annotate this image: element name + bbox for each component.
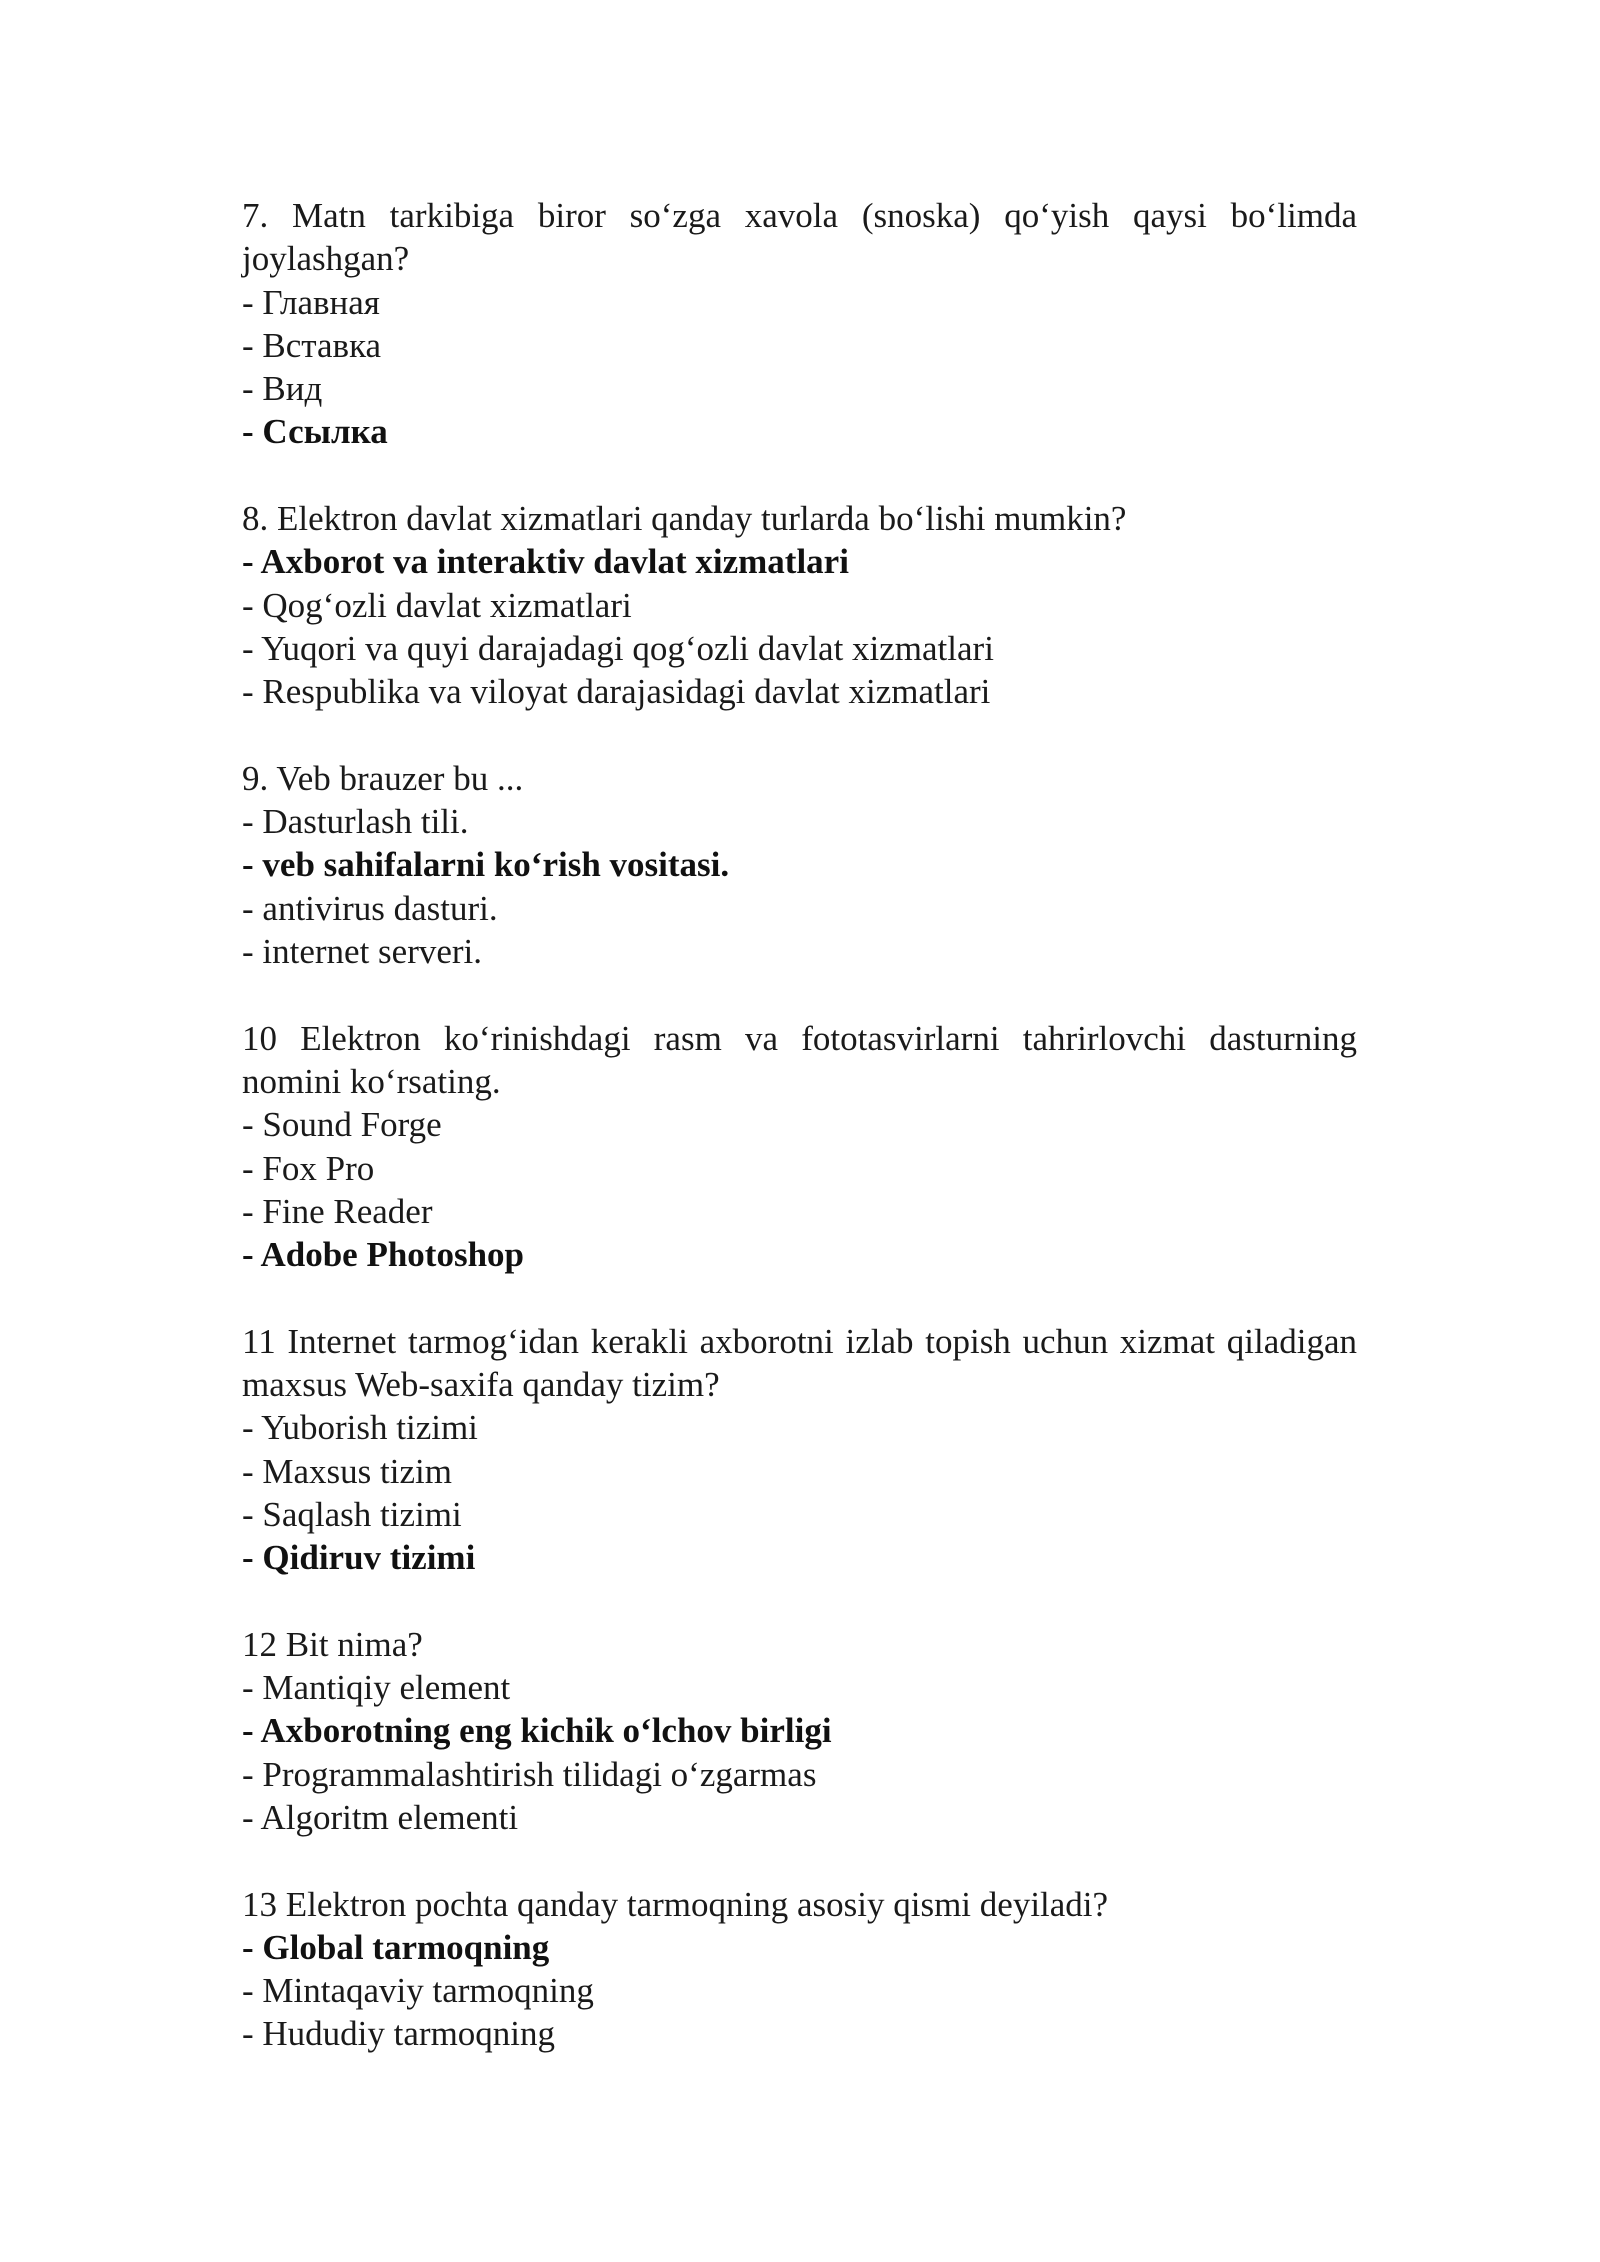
answer-option: - Mantiqiy element: [242, 1668, 511, 1708]
answer-option: - Sound Forge: [242, 1105, 442, 1145]
question-block: [242, 1623, 1357, 1839]
answer-option: - Главная: [242, 282, 380, 322]
answer-option: - Вставка: [242, 325, 382, 365]
question-text: 12 Bit nima?: [242, 1624, 423, 1664]
question-text: 9. Veb brauzer bu ...: [242, 758, 524, 798]
answer-option: - Qog‘ozli davlat xizmatlari: [242, 585, 632, 625]
question-block: [242, 1883, 1357, 2056]
answer-option-correct: - Qidiruv tizimi: [242, 1538, 476, 1578]
question-text: 10 Elektron ko‘rinishdagi rasm va fototasvirlarni tahrirlovchi dasturning nomini ko‘rsating.: [242, 1018, 1357, 1101]
answer-option: - Fine Reader: [242, 1191, 433, 1231]
question-block: [242, 1017, 1357, 1277]
answer-option: - Maxsus tizim: [242, 1451, 452, 1491]
answer-option: - Respublika va viloyat darajasidagi davlat xizmatlari: [242, 672, 991, 712]
answer-option-correct: - Adobe Photoshop: [242, 1235, 525, 1275]
question-text: 13 Elektron pochta qanday tarmoqning asosiy qismi deyiladi?: [242, 1884, 1109, 1924]
answer-option: - Fox Pro: [242, 1148, 375, 1188]
quiz-content: [242, 194, 1357, 2099]
answer-option: - Dasturlash tili.: [242, 802, 469, 842]
question-text: 8. Elektron davlat xizmatlari qanday turlarda bo‘lishi mumkin?: [242, 499, 1127, 539]
answer-option: - internet serveri.: [242, 932, 483, 972]
answer-option-correct: - Axborotning eng kichik o‘lchov birligi: [242, 1711, 832, 1751]
question-block: [242, 497, 1357, 713]
answer-option: - Mintaqaviy tarmoqning: [242, 1971, 594, 2011]
answer-option: - antivirus dasturi.: [242, 888, 498, 928]
question-block: [242, 1320, 1357, 1580]
answer-option: - Вид: [242, 369, 323, 409]
answer-option: - Hududiy tarmoqning: [242, 2014, 556, 2054]
question-text: 11 Internet tarmog‘idan kerakli axborotni izlab topish uchun xizmat qiladigan maxsus Web-saxifa qanday tizim?: [242, 1321, 1357, 1405]
answer-option-correct: - veb sahifalarni ko‘rish vositasi.: [242, 845, 730, 885]
question-text: 7. Matn tarkibiga biror so‘zga xavola (snoska) qo‘yish qaysi bo‘limda joylashgan?: [242, 196, 1357, 279]
answer-option-correct: - Ссылка: [242, 412, 388, 452]
answer-option: - Programmalashtirish tilidagi o‘zgarmas: [242, 1754, 817, 1794]
answer-option: - Yuqori va quyi darajadagi qog‘ozli davlat xizmatlari: [242, 628, 994, 668]
answer-option-correct: - Axborot va interaktiv davlat xizmatlari: [242, 542, 849, 582]
question-block: [242, 194, 1357, 454]
answer-option: - Yuborish tizimi: [242, 1408, 478, 1448]
question-block: [242, 757, 1357, 973]
answer-option-correct: - Global tarmoqning: [242, 1927, 550, 1967]
answer-option: - Saqlash tizimi: [242, 1494, 462, 1534]
answer-option: - Algoritm elementi: [242, 1797, 519, 1837]
